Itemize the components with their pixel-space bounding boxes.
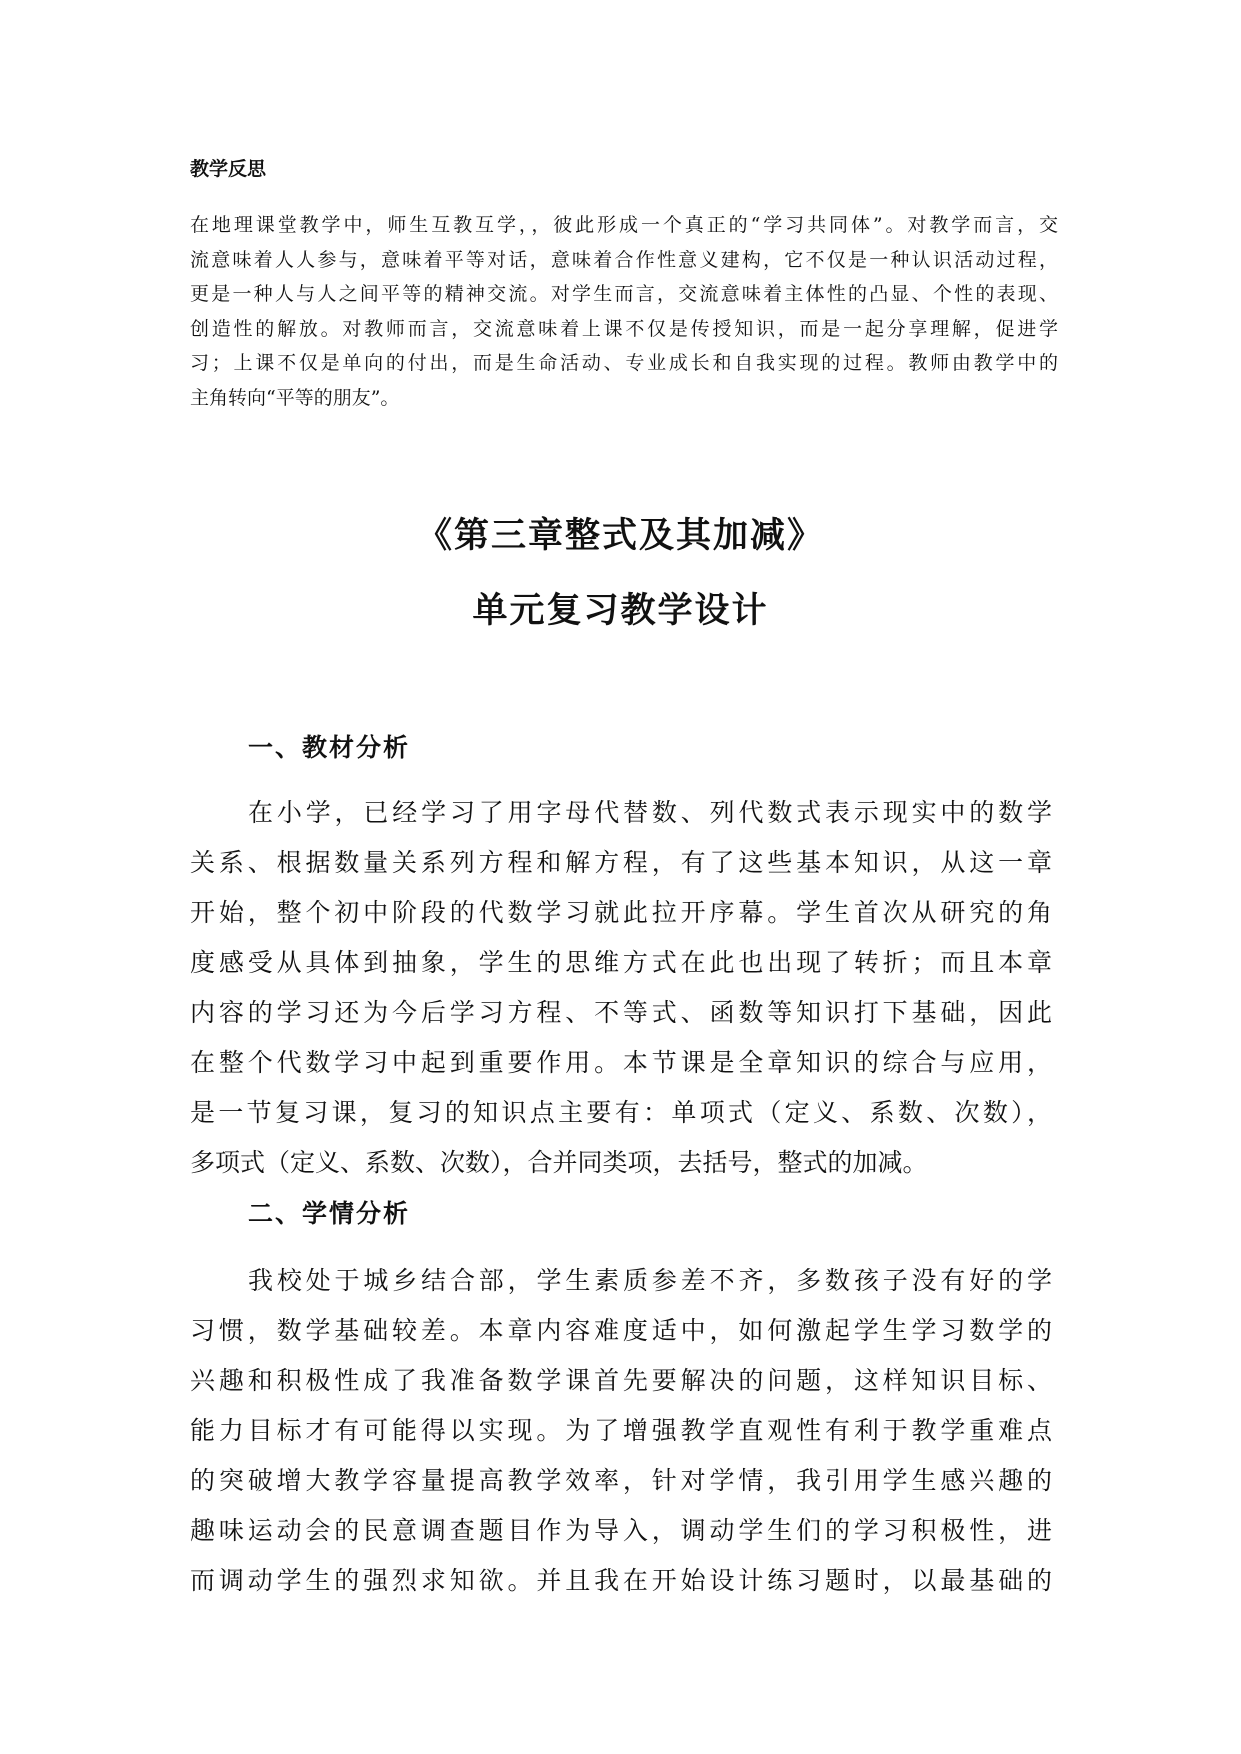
section-heading-textbook-analysis: 一、教材分析 — [248, 733, 411, 762]
paragraph-line: 趣味运动会的民意调查题目作为导入，调动学生们的学习积极性，进 — [190, 1516, 1052, 1545]
paragraph-line: 在整个代数学习中起到重要作用。本节课是全章知识的综合与应用， — [190, 1048, 1052, 1077]
paragraph-line: 度感受从具体到抽象，学生的思维方式在此也出现了转折；而且本章 — [190, 948, 1052, 977]
paragraph-line: 开始，整个初中阶段的代数学习就此拉开序幕。学生首次从研究的角 — [190, 898, 1052, 927]
reflection-line: 更是一种人与人之间平等的精神交流。对学生而言，交流意味着主体性的凸显、个性的表现、 — [190, 283, 1058, 305]
paragraph-line: 而调动学生的强烈求知欲。并且我在开始设计练习题时，以最基础的 — [190, 1566, 1052, 1595]
paragraph-line: 多项式（定义、系数、次数），合并同类项，去括号，整式的加减。 — [190, 1148, 928, 1177]
section-paragraph-textbook-analysis — [190, 788, 1052, 1188]
paragraph-line: 关系、根据数量关系列方程和解方程，有了这些基本知识，从这一章 — [190, 848, 1052, 877]
document-title: 《第三章整式及其加减》 — [416, 515, 824, 556]
reflection-line: 习；上课不仅是单向的付出，而是生命活动、专业成长和自我实现的过程。教师由教学中的 — [190, 352, 1058, 374]
paragraph-line: 兴趣和积极性成了我准备数学课首先要解决的问题，这样知识目标、 — [190, 1366, 1052, 1395]
paragraph-line: 我校处于城乡结合部，学生素质参差不齐，多数孩子没有好的学 — [248, 1266, 1052, 1295]
section-paragraph-student-analysis — [190, 1256, 1052, 1606]
document-subtitle: 单元复习教学设计 — [472, 590, 769, 631]
reflection-title: 教学反思 — [190, 158, 267, 180]
paragraph-line: 能力目标才有可能得以实现。为了增强教学直观性有利于教学重难点 — [190, 1416, 1052, 1445]
reflection-paragraph — [190, 208, 1058, 415]
reflection-line: 流意味着人人参与，意味着平等对话，意味着合作性意义建构，它不仅是一种认识活动过程， — [190, 248, 1058, 271]
paragraph-line: 习惯，数学基础较差。本章内容难度适中，如何激起学生学习数学的 — [190, 1316, 1052, 1345]
paragraph-line: 在小学，已经学习了用字母代替数、列代数式表示现实中的数学 — [248, 798, 1052, 827]
paragraph-line: 内容的学习还为今后学习方程、不等式、函数等知识打下基础，因此 — [190, 998, 1052, 1027]
reflection-line: 在地理课堂教学中，师生互教互学，，彼此形成一个真正的“学习共同体”。对教学而言，交 — [190, 214, 1058, 236]
reflection-line: 主角转向“平等的朋友”。 — [190, 386, 400, 409]
paragraph-line: 是一节复习课，复习的知识点主要有：单项式（定义、系数、次数）， — [190, 1098, 1052, 1127]
paragraph-line: 的突破增大教学容量提高教学效率，针对学情，我引用学生感兴趣的 — [190, 1466, 1052, 1495]
reflection-line: 创造性的解放。对教师而言，交流意味着上课不仅是传授知识，而是一起分享理解，促进学 — [190, 317, 1058, 340]
section-heading-student-analysis: 二、学情分析 — [248, 1199, 411, 1228]
